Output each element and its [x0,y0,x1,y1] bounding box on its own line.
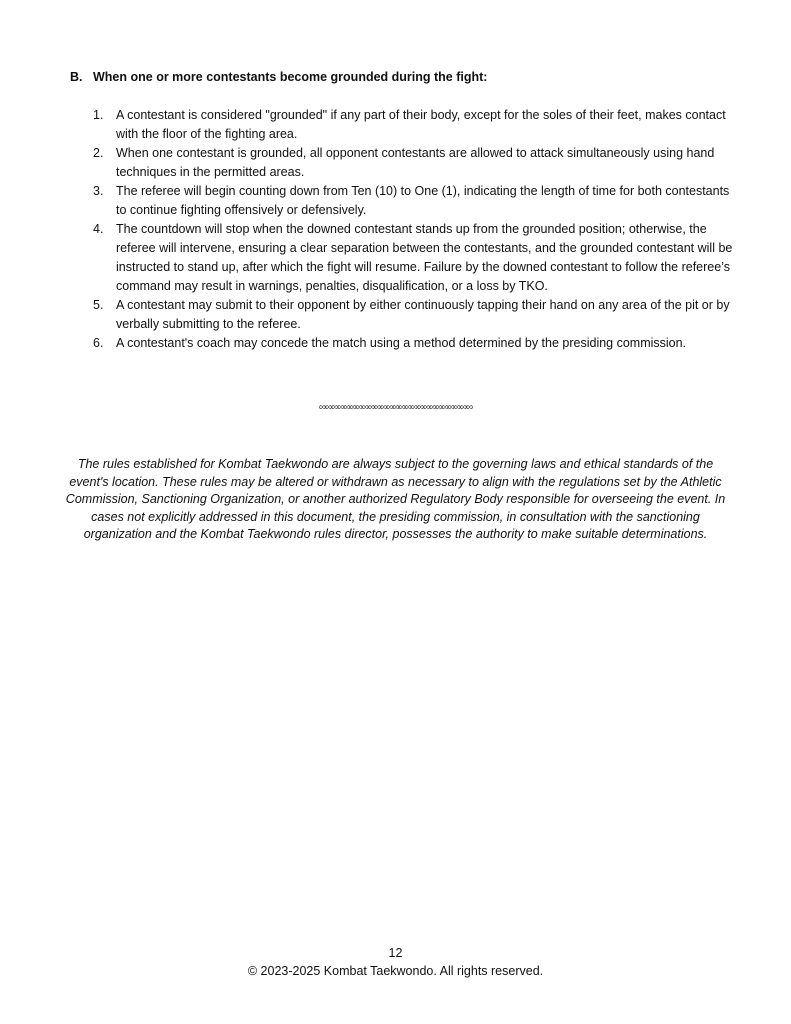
rule-text: A contestant may submit to their opponent by either continuously tapping their hand on any area of the pit or by verbally submitting to the referee. [116,298,730,331]
rule-number: 4. [93,222,104,236]
rule-item [93,296,733,334]
rule-item [93,220,733,296]
rule-text: The countdown will stop when the downed contestant stands up from the grounded position; otherwise, the referee will intervene, ensuring a clear separation between the contestants, and the grounded contestant will be instructed to stand up, after which the fight will resume. Failure by the downed contestant to follow the referee’s command may result in warnings, penalties, disqualification, or a loss by TKO. [116,222,733,293]
rule-item [93,334,733,353]
rule-text: A contestant is considered "grounded" if any part of their body, except for the soles of their feet, makes contact with the floor of the fighting area. [116,108,726,141]
rule-number: 3. [93,184,104,198]
section-letter: B. [70,70,83,84]
rule-item [93,144,733,182]
rule-number: 6. [93,336,104,350]
copyright-notice: © 2023-2025 Kombat Taekwondo. All rights reserved. [247,964,544,978]
rule-number: 2. [93,146,104,160]
section-heading [70,70,487,84]
rule-text: When one contestant is grounded, all opponent contestants are allowed to attack simultaneously using hand techniques in the permitted areas. [116,146,715,179]
rule-list [93,106,733,353]
page-footer [0,944,791,980]
disclaimer-paragraph: The rules established for Kombat Taekwondo are always subject to the governing laws and ethical standards of the event's location. These rules may be altered or withdrawn as necessary to align with the regulations set by the Athletic Commission, Sanctioning Organization, or another authorized Regulatory Body responsible for overseeing the event. In cases not explicitly addressed in this document, the presiding commission, in consultation with the sanctioning organization and the Kombat Taekwondo rules director, possesses the authority to make suitable determinations. [65,457,726,541]
section-title: When one or more contestants become grounded during the fight: [93,70,488,84]
rule-item [93,182,733,220]
rule-item [93,106,733,144]
rule-text: The referee will begin counting down from Ten (10) to One (1), indicating the length of time for both contestants to continue fighting offensively or defensively. [116,184,730,217]
rule-text: A contestant's coach may concede the match using a method determined by the presiding commission. [116,336,687,350]
section-divider: ∞∞∞∞∞∞∞∞∞∞∞∞∞∞∞∞∞∞∞∞∞∞∞∞∞ [318,402,473,413]
rule-number: 1. [93,108,104,122]
page-number: 12 [388,946,403,960]
rule-number: 5. [93,298,104,312]
